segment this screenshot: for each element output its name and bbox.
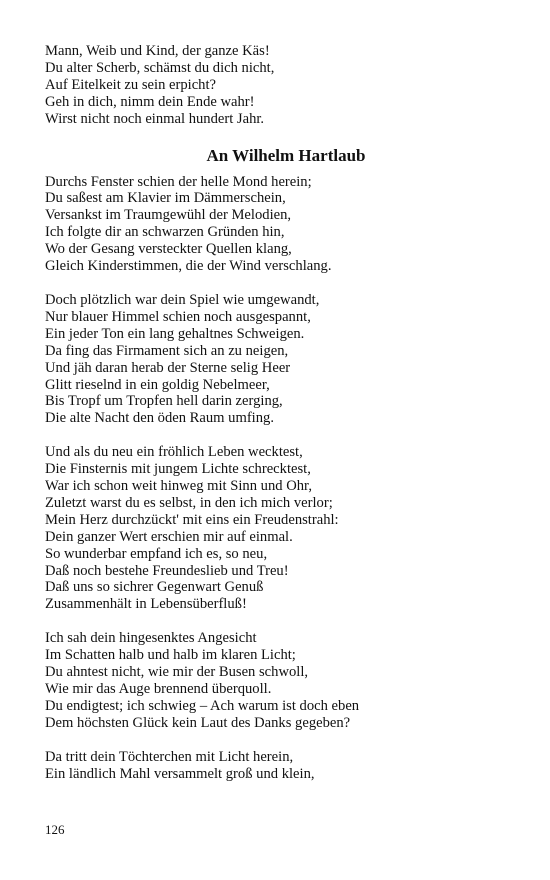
poem-line: Ich folgte dir an schwarzen Gründen hin, [45,224,285,241]
poem-line: Dem höchsten Glück kein Laut des Danks gegeben? [45,714,351,731]
intro-stanza [45,43,515,128]
poem-line: Du saßest am Klavier im Dämmerschein, [45,190,286,207]
stanza-4 [45,630,515,731]
poem-line: Du endigtest; ich schwieg – Ach warum ist doch eben [45,697,360,714]
poem-line: Die alte Nacht den öden Raum umfing. [45,410,274,427]
poem-line: Zusammenhält in Lebensüberfluß! [45,596,247,613]
poem-line: Die Finsternis mit jungem Lichte schrecktest, [45,461,311,478]
poem-line: Wo der Gesang versteckter Quellen klang, [45,241,292,258]
poem-line: Daß noch bestehe Freundeslieb und Treu! [45,562,289,579]
poem-line: Doch plötzlich war dein Spiel wie umgewandt, [45,291,320,308]
poem-line: Geh in dich, nimm dein Ende wahr! [45,93,255,110]
poem-line: Nur blauer Himmel schien noch ausgespannt, [45,308,311,325]
spacer [45,275,515,292]
poem-line: Wirst nicht noch einmal hundert Jahr. [45,110,265,127]
poem-line: So wunderbar empfand ich es, so neu, [45,545,268,562]
stanza-1 [45,174,515,275]
poem-line: Dein ganzer Wert erschien mir auf einmal. [45,528,293,545]
poem-line: Bis Tropf um Tropfen hell darin zerging, [45,393,283,410]
poem-line: Zuletzt warst du es selbst, in den ich mich verlor; [45,494,333,511]
poem-line: Du ahntest nicht, wie mir der Busen schwoll, [45,664,309,681]
poem-line: Und jäh daran herab der Sterne selig Heer [45,359,291,376]
spacer [45,128,515,146]
spacer [45,613,515,630]
poem-line: Glitt rieselnd in ein goldig Nebelmeer, [45,376,270,393]
poem-line: Ein jeder Ton ein lang gehaltnes Schweigen. [45,325,305,342]
poem-line: Mein Herz durchzückt' mit eins ein Freudenstrahl: [45,511,339,528]
poem-line: Da fing das Firmament sich an zu neigen, [45,342,289,359]
spacer [45,427,515,444]
spacer [45,166,515,174]
poem-line: Mann, Weib und Kind, der ganze Käs! [45,43,270,59]
poem-line: Ich sah dein hingesenktes Angesicht [45,630,257,647]
poem-line: Da tritt dein Töchterchen mit Licht herein, [45,748,294,765]
poem-line: War ich schon weit hinweg mit Sinn und Ohr, [45,478,312,495]
page-number: 126 [45,822,65,837]
poem-line: Daß uns so sichrer Gegenwart Genuß [45,579,264,596]
stanza-3 [45,444,515,613]
poem-line: Gleich Kinderstimmen, die der Wind verschlang. [45,258,332,275]
spacer [45,732,515,749]
poem-line: Versankst im Traumgewühl der Melodien, [45,207,292,224]
poem-line: Wie mir das Auge brennend überquoll. [45,681,272,697]
poem-line: Du alter Scherb, schämst du dich nicht, [45,59,275,76]
poem-line: Im Schatten halb und halb im klaren Licht; [45,647,296,664]
poem-line: Und als du neu ein fröhlich Leben wecktest, [45,444,303,461]
poem-line: Ein ländlich Mahl versammelt groß und klein, [45,765,315,782]
stanza-2 [45,292,515,427]
poem-line: Auf Eitelkeit zu sein erpicht? [45,76,217,93]
poem-title: An Wilhelm Hartlaub [206,145,366,165]
page-content [45,43,515,783]
poem-line: Durchs Fenster schien der helle Mond herein; [45,173,312,190]
stanza-5 [45,749,515,783]
